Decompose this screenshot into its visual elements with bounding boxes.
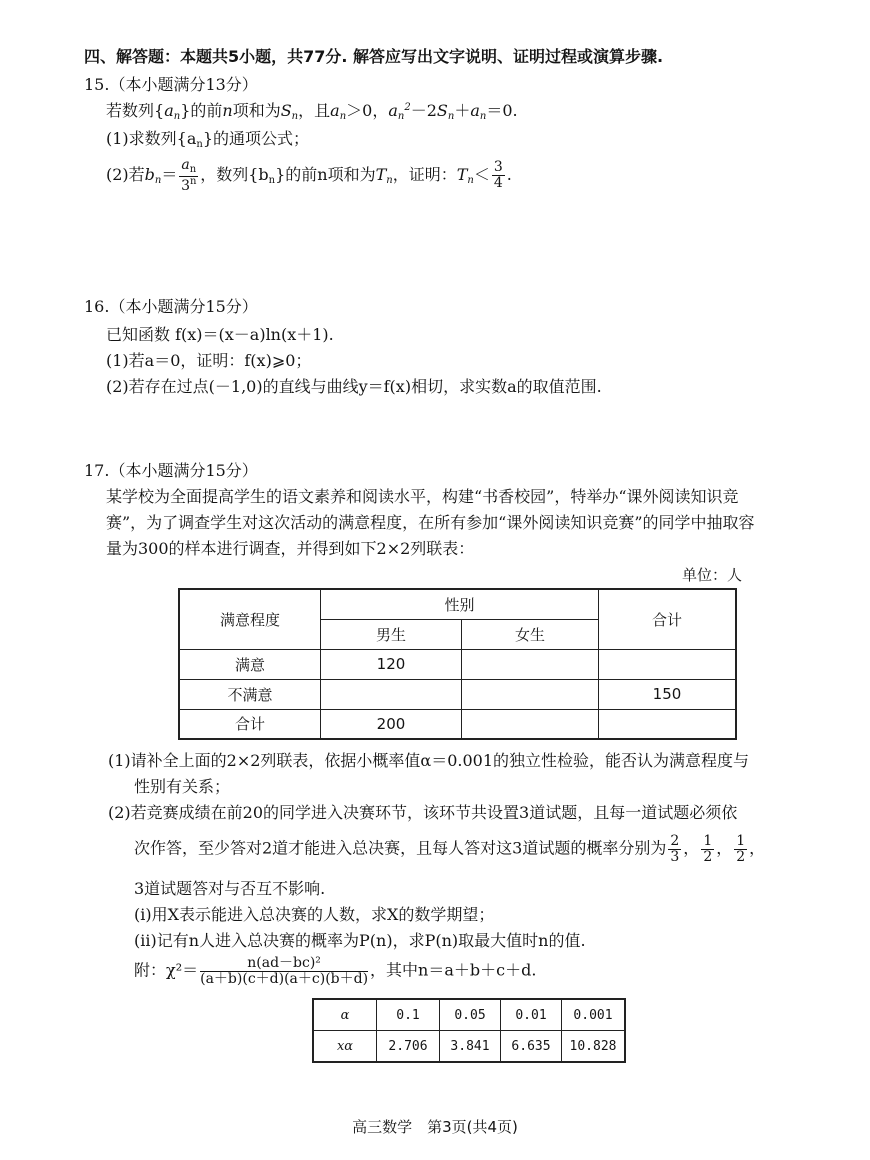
- table-row: [179, 709, 736, 739]
- alpha-value: 0.05: [440, 999, 501, 1031]
- critical-value: 6.635: [501, 1031, 562, 1063]
- header-satisfaction: 满意程度: [179, 589, 321, 649]
- cell-male: 200: [321, 709, 462, 739]
- cell-male: 120: [321, 649, 462, 679]
- header-female: 女生: [462, 619, 599, 649]
- cell-total: 150: [599, 679, 737, 709]
- q15-title: 15.（本小题满分13分）: [84, 75, 258, 94]
- q17-subpart-i: (i)用X表示能进入总决赛的人数，求X的数学期望；: [134, 905, 495, 924]
- q16-part2: (2)若存在过点(－1,0)的直线与曲线y＝f(x)相切，求实数a的取值范围.: [106, 377, 602, 396]
- q16-title: 16.（本小题满分15分）: [84, 297, 258, 316]
- q17-para-line3: 量为300的样本进行调查，并得到如下2×2列联表：: [106, 539, 475, 558]
- q15-part1: (1)求数列$\{a_n\}$的通项公式；: [106, 129, 310, 150]
- row-label: 不满意: [179, 679, 321, 709]
- cell-female: [462, 709, 599, 739]
- q17-part2-line3: 3道试题答对与否互不影响.: [134, 879, 326, 898]
- formula-fraction: $\frac{\text{n(ad－bc)²}}{(a+b)(c+d)(a+c)(b+d)}$: [200, 955, 369, 987]
- table-row: [179, 649, 736, 679]
- q15-fraction: $\frac{a_n}{3^n}$: [181, 157, 197, 194]
- cell-male: [321, 679, 462, 709]
- q17-title: 17.（本小题满分15分）: [84, 461, 258, 480]
- prob-fraction: $\frac{2}{3}$: [670, 833, 680, 865]
- alpha-value: 0.01: [501, 999, 562, 1031]
- page-footer: 高三数学 第3页(共4页): [352, 1118, 518, 1136]
- table-row: [313, 999, 625, 1031]
- q16-line1: 已知函数 f(x)＝(x－a)ln(x＋1).: [106, 325, 334, 344]
- header-total: 合计: [599, 589, 737, 649]
- cell-total: [599, 709, 737, 739]
- critical-value: 3.841: [440, 1031, 501, 1063]
- section-header: 四、解答题：本题共5小题，共77分. 解答应写出文字说明、证明过程或演算步骤.: [84, 47, 664, 66]
- cell-female: [462, 649, 599, 679]
- row-label: 合计: [179, 709, 321, 739]
- critical-value-table: [312, 998, 626, 1063]
- q17-para-line2: 赛”，为了调查学生对这次活动的满意程度，在所有参加“课外阅读知识竞赛”的同学中抽取容: [106, 513, 755, 532]
- table-row: [313, 1031, 625, 1063]
- prob-fraction: $\frac{1}{2}$: [736, 833, 746, 865]
- q17-part2-line1: (2)若竞赛成绩在前20的同学进入决赛环节，该环节共设置3道试题，且每一道试题必须依: [108, 803, 738, 822]
- table-row: [179, 679, 736, 709]
- q17-part2-line2: 次作答，至少答对2道才能进入总决赛，且每人答对这3道试题的概率分别为 $\frac{2}{3}$ ， $\frac{1}{2}$ ， $\frac{1}{2}$ ，: [134, 833, 766, 865]
- q17-part1-line1: (1)请补全上面的2×2列联表，依据小概率值α＝0.001的独立性检验，能否认为满意程度与: [108, 751, 750, 770]
- q15-part2: (2)若$b_n=$ $\frac{a_n}{3^n}$ ，数列$\{b_n\}$的前n项和为$T_n$，证明：$T_n<$ $\frac{3}{4}$ .: [106, 157, 512, 194]
- q17-subpart-ii: (ii)记有n人进入总决赛的概率为P(n)，求P(n)取最大值时n的值.: [134, 931, 586, 950]
- header-male: 男生: [321, 619, 462, 649]
- cell-total: [599, 649, 737, 679]
- x-alpha-label: xα: [313, 1031, 377, 1063]
- unit-label: 单位：人: [682, 566, 743, 584]
- prob-fraction: $\frac{1}{2}$: [703, 833, 713, 865]
- contingency-table: [178, 588, 737, 740]
- row-label: 满意: [179, 649, 321, 679]
- alpha-value: 0.1: [377, 999, 440, 1031]
- q17-part1-line2: 性别有关系；: [134, 777, 231, 796]
- q16-part1: (1)若a＝0，证明：f(x)⩾0；: [106, 351, 312, 370]
- critical-value: 2.706: [377, 1031, 440, 1063]
- q15-stem: 若数列$\{a_n\}$的前n项和为$S_n$，且$a_n>0$，$a_n^2-2S_n+a_n=0$.: [106, 101, 518, 122]
- alpha-value: 0.001: [562, 999, 626, 1031]
- q15-bound-fraction: $\frac{3}{4}$: [493, 159, 503, 192]
- alpha-label: α: [313, 999, 377, 1031]
- header-gender: 性别: [321, 589, 599, 619]
- critical-value: 10.828: [562, 1031, 626, 1063]
- q17-para-line1: 某学校为全面提高学生的语文素养和阅读水平，构建“书香校园”，特举办“课外阅读知识竞: [106, 487, 739, 506]
- chi-square-formula: 附：χ²＝ $\frac{\text{n(ad－bc)²}}{(a+b)(c+d)(a+c)(b+d)}$ ，其中n＝a＋b＋c＋d.: [134, 955, 537, 987]
- cell-female: [462, 679, 599, 709]
